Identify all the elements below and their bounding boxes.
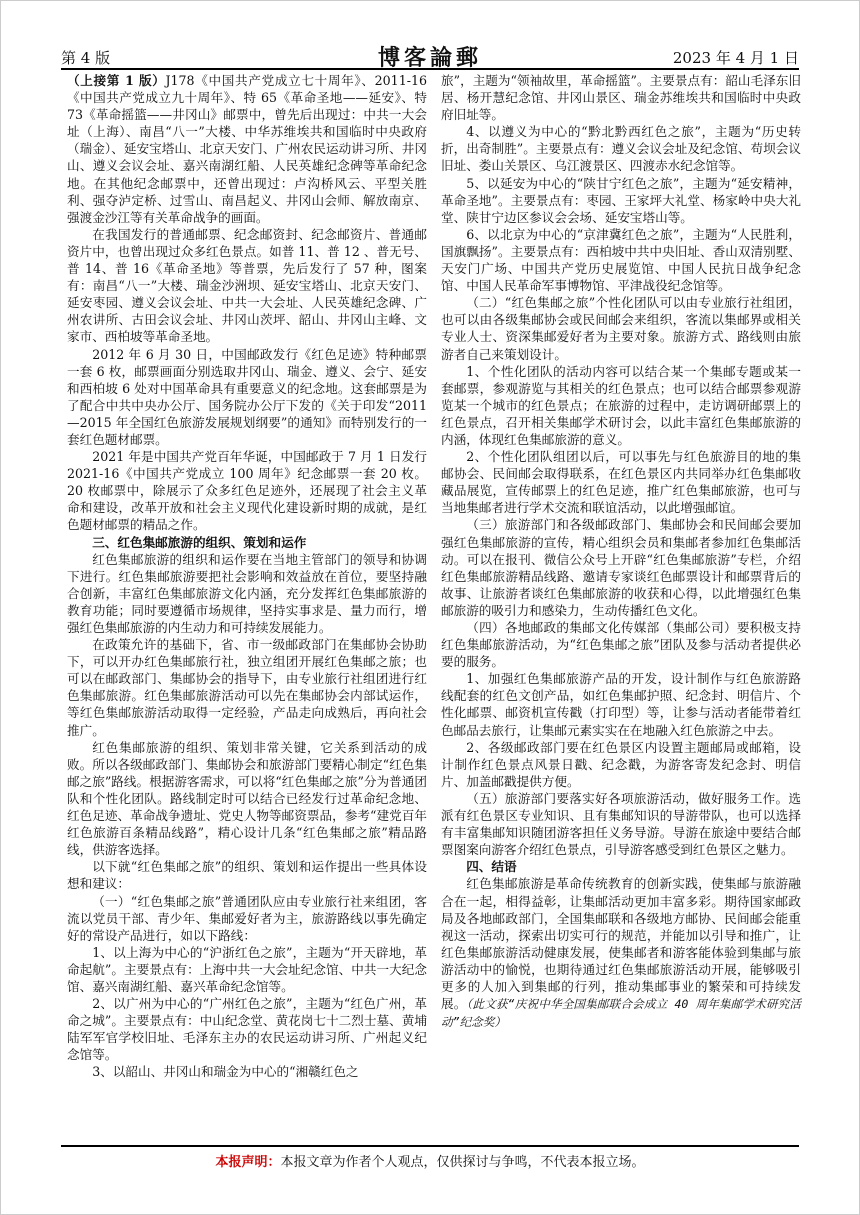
paragraph: 5、以延安为中心的“陕甘宁红色之旅”，主题为“延安精神，革命圣地”。主要景点有：枣园、王家坪大礼堂、杨家岭中央大礼堂、陕甘宁边区参议会会场、延安宝塔山等。 xyxy=(441,175,801,225)
paragraph: （三）旅游部门和各级邮政部门、集邮协会和民间邮会要加强红色集邮旅游的宣传，精心组织会员和集邮者参加红色集邮活动。可以在报刊、微信公众号上开辟“红色集邮旅游”专栏，介绍红色集邮旅游精品线路、邀请专家谈红色邮票设计和邮票背后的故事、让旅游者谈红色集邮旅游的收获和心得，以此增强红色集邮旅游的吸引力和感染力，生动传播红色文化。 xyxy=(441,517,801,618)
edition-number: 第 4 版 xyxy=(61,49,111,67)
paragraph: 2、个性化团队组团以后，可以事先与红色旅游目的地的集邮协会、民间邮会取得联系，在红色景区内共同举办红色集邮收藏品展览，宣传邮票上的红色足迹，推广红色集邮旅游，也可与当地集邮者进行学术交流和联谊活动，以此增强邮谊。 xyxy=(441,449,801,516)
disclaimer-footer xyxy=(1,1151,859,1170)
paragraph: 红色集邮旅游的组织和运作要在当地主管部门的领导和协调下进行。红色集邮旅游要把社会影响和效益放在首位，要坚持融合创新，丰富红色集邮旅游文化内涵，充分发挥红色集邮旅游的教育功能；同时要遵循市场规律，坚持实事求是、量力而行，增强红色集邮旅游的内生动力和可持续发展能力。 xyxy=(67,551,427,635)
paragraph: 3、以韶山、井冈山和瑞金为中心的“湘赣红色之 xyxy=(92,1064,359,1080)
paragraph-text: 红色集邮旅游是革命传统教育的创新实践，使集邮与旅游融合在一起，相得益彰，让集邮活动更加丰富多彩。期待国家邮政局及各地邮政部门，全国集邮联和各级地方邮协、民间邮会能重视这一活动，探索出切实可行的规范，并能加以引导和推广，让红色集邮旅游活动健康发展，使集邮者和游客能体验到集邮与旅游活动中的愉悦，也期待通过红色集邮旅游活动开展，能够吸引更多的人加入到集邮的行列，推动集邮事业的繁荣和可持续发展。 xyxy=(441,876,801,1012)
disclaimer-text: 本报文章为作者个人观点，仅供探讨与争鸣，不代表本报立场。 xyxy=(280,1155,645,1170)
section-heading: 四、结语 xyxy=(466,859,517,875)
article-column-right xyxy=(441,72,801,1031)
paragraph: 2、以广州为中心的“广州红色之旅”，主题为“红色广州，革命之城”。主要景点有：中山纪念堂、黄花岗七十二烈士墓、黄埔陆军军官学校旧址、毛泽东主办的农民运动讲习所、广州起义纪念馆等。 xyxy=(67,996,427,1063)
award-note: （此文获“庆祝中华全国集邮联合会成立 40 周年集邮学术研究活动”纪念奖） xyxy=(441,997,802,1030)
paragraph: 旅”，主题为“领袖故里，革命摇篮”。主要景点有：韶山毛泽东旧居、杨开慧纪念馆、井冈山景区、瑞金苏维埃共和国临时中央政府旧址等。 xyxy=(441,73,801,123)
paragraph: 4、以遵义为中心的“黔北黔西红色之旅”，主题为“历史转折，出奇制胜”。主要景点有：遵义会议会址及纪念馆、苟坝会议旧址、娄山关景区、乌江渡景区、四渡赤水纪念馆等。 xyxy=(441,124,801,174)
paragraph: 2012 年 6 月 30 日，中国邮政发行《红色足迹》特种邮票一套 6 枚，邮票画面分别选取井冈山、瑞金、遵义、会宁、延安和西柏坡 6 处对中国革命具有重要意义的纪念地。这套邮票是为了配合中共中央办公厅、国务院办公厅下发的《关于印发“2011—2015 年全国红色旅游发展规划纲要”的通知》而特别发行的一套红色题材邮票。 xyxy=(67,346,427,447)
paragraph: 1、以上海为中心的“沪浙红色之旅”，主题为“开天辟地，革命起航”。主要景点有：上海中共一大会址纪念馆、中共一大纪念馆、嘉兴南湖红船、嘉兴革命纪念馆等。 xyxy=(67,944,427,994)
section-heading: 三、红色集邮旅游的组织、策划和运作 xyxy=(92,534,307,550)
article-column-left xyxy=(67,72,427,1081)
masthead-title: 博客論郵 xyxy=(377,45,482,71)
paragraph: （一）“红色集邮之旅”普通团队应由专业旅行社来组团，客流以党员干部、青少年、集邮爱好者为主，旅游路线以事先确定好的常设产品进行，如以下路线： xyxy=(67,893,427,943)
paragraph: （四）各地邮政的集邮文化传媒部（集邮公司）要积极支持红色集邮旅游活动，为“红色集邮之旅”团队及参与活动者提供必要的服务。 xyxy=(441,620,801,670)
paragraph: （二）“红色集邮之旅”个性化团队可以由专业旅行社组团，也可以由各级集邮协会或民间邮会来组织，客流以集邮界或相关专业人士、资深集邮爱好者为主要对象。旅游方式、路线则由旅游者自己来策划设计。 xyxy=(441,295,801,362)
paragraph: 以下就“红色集邮之旅”的组织、策划和运作提出一些具体设想和建议： xyxy=(67,859,427,892)
disclaimer-label: 本报声明： xyxy=(215,1155,281,1170)
paragraph xyxy=(67,72,427,226)
continuation-label: （上接第 1 版） xyxy=(67,73,166,88)
paragraph: 1、加强红色集邮旅游产品的开发，设计制作与红色旅游路线配套的红色文创产品，如红色集邮护照、纪念封、明信片、个性化邮票、邮资机宣传戳（打印型）等，让参与活动者能带着红色邮品去旅行，让集邮元素实实在在地融入红色旅游之中去。 xyxy=(441,671,801,738)
paragraph: 在我国发行的普通邮票、纪念邮资封、纪念邮资片、普通邮资片中，也曾出现过众多红色景点。如普 11、普 12 、普无号、普 14、普 16《革命圣地》等普票，先后发行了 57 种，图案有：南昌“八一”大楼、瑞金沙洲坝、延安宝塔山、北京天安门、延安枣园、遵义会议会址、中共一大会址、人民英雄纪念碑、广州农讲所、古田会议会址、井冈山茨坪、韶山、井冈山主峰、文家市、西柏坡等革命圣地。 xyxy=(67,226,427,345)
issue-date: 2023 年 4 月 1 日 xyxy=(672,49,799,67)
paragraph: 2021 年是中国共产党百年华诞，中国邮政于 7 月 1 日发行 2021-16《中国共产党成立 100 周年》纪念邮票一套 20 枚。20 枚邮票中，除展示了众多红色足迹外，还展现了社会主义革命和建设，改革开放和社会主义现代化建设新时期的成就，是红色题材邮票的精品之作。 xyxy=(67,449,427,533)
page-header xyxy=(61,41,799,71)
paragraph: 1、个性化团队的活动内容可以结合某一个集邮专题或某一套邮票，参观游览与其相关的红色景点；也可以结合邮票参观游览某一个城市的红色景点；在旅游的过程中，走访调研邮票上的红色景点，召开相关集邮学术研讨会，以此丰富红色集邮旅游的内涵，体现红色集邮旅游的意义。 xyxy=(441,363,801,447)
paragraph: 6、以北京为中心的“京津冀红色之旅”，主题为“人民胜利，国旗飘扬”。主要景点有：西柏坡中共中央旧址、香山双清别墅、天安门广场、中国共产党历史展览馆、中国人民抗日战争纪念馆、中国人民革命军事博物馆、平津战役纪念馆等。 xyxy=(441,226,801,294)
paragraph: 在政策允许的基础下，省、市一级邮政部门在集邮协会协助下，可以开办红色集邮旅行社，独立组团开展红色集邮之旅；也可以在邮政部门、集邮协会的指导下，由专业旅行社组团进行红色集邮旅游。红色集邮旅游活动可以先在集邮协会内部试运作，等红色集邮旅游活动取得一定经验，产品走向成熟后，再向社会推广。 xyxy=(67,637,427,738)
paragraph: 红色集邮旅游的组织、策划非常关键，它关系到活动的成败。所以各级邮政部门、集邮协会和旅游部门要精心制定“红色集邮之旅”路线。根据游客需求，可以将“红色集邮之旅”分为普通团队和个性化团队。路线制定时可以结合已经发行过革命纪念地、红色足迹、革命战争遗址、党史人物等邮资票品，参考“建党百年红色旅游百条精品线路”，精心设计几条“红色集邮之旅”精品路线，供游客选择。 xyxy=(67,739,427,858)
paragraph: 2、各级邮政部门要在红色景区内设置主题邮局或邮箱，设计制作红色景点风景日戳、纪念戳，为游客寄发纪念封、明信片、加盖邮戳提供方便。 xyxy=(441,739,801,789)
header-rule xyxy=(61,68,799,70)
paragraph: （五）旅游部门要落实好各项旅游活动，做好服务工作。选派有红色景区专业知识、且有集邮知识的导游带队，也可以选择有丰富集邮知识随团游客担任义务导游。导游在旅途中要结合邮票图案向游客介绍红色景点，引导游客感受到红色景区之魅力。 xyxy=(441,790,801,858)
paragraph-text: J178《中国共产党成立七十周年》、2011-16《中国共产党成立九十周年》、特 65《革命圣地——延安》、特 73《革命摇篮——井冈山》邮票中，曾先后出现过：中共一大会址（上海）、南昌“八一”大楼、中华苏维埃共和国临时中央政府（瑞金）、延安宝塔山、北京天安门、广州农民运动讲习所、井冈山、遵义会议会址、嘉兴南湖红船、人民英雄纪念碑等革命纪念地。在其他纪念邮票中，还曾出现过：卢沟桥风云、平型关胜利、强夺泸定桥、过雪山、南昌起义、井冈山会师、解放南京、强渡金沙江等有关革命战争的画面。 xyxy=(67,73,427,225)
paragraph xyxy=(441,875,801,1031)
footer-rule xyxy=(61,1145,799,1147)
